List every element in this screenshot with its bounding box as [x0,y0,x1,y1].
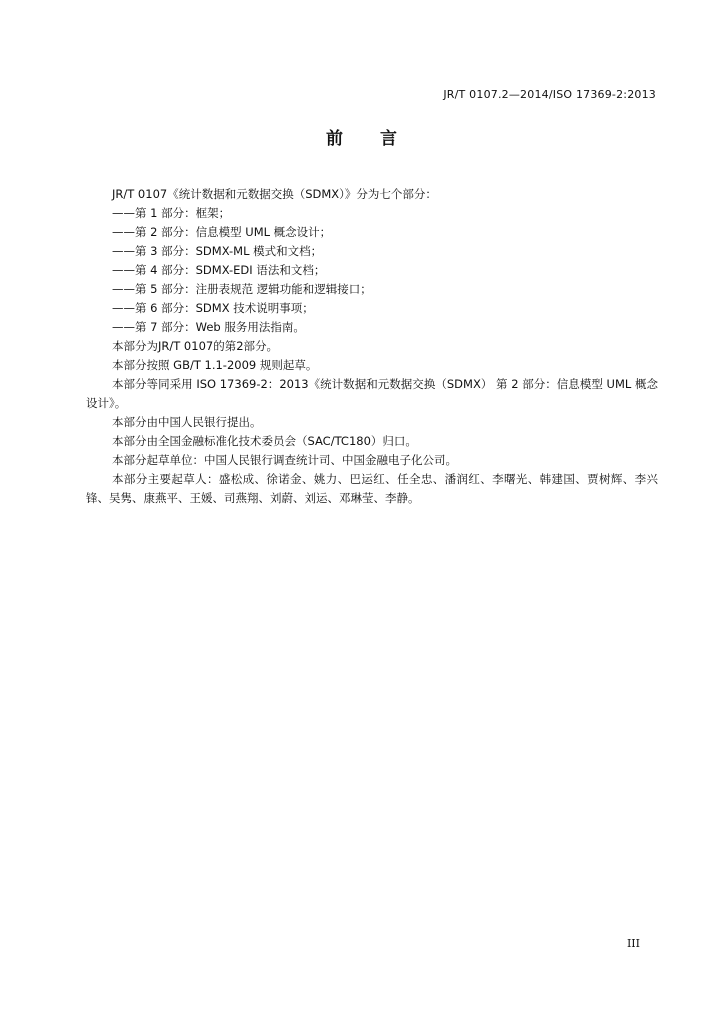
list-item-part-7: ——第 7 部分：Web 服务用法指南。 [112,320,305,334]
list-item-part-3: ——第 3 部分：SDMX-ML 模式和文档； [112,244,323,258]
paragraph-intro: JR/T 0107《统计数据和元数据交换（SDMX）》分为七个部分： [112,187,437,201]
list-item-part-4: ——第 4 部分：SDMX-EDI 语法和文档； [112,263,326,277]
paragraph-part-statement: 本部分为JR/T 0107的第2部分。 [112,339,279,353]
list-item-part-1: ——第 1 部分：框架； [112,206,231,220]
foreword-body [86,185,658,508]
paragraph-drafting-units: 本部分起草单位：中国人民银行调查统计司、中国金融电子化公司。 [112,453,457,467]
title-char-2: 言 [380,129,398,149]
list-item-part-2: ——第 2 部分：信息模型 UML 概念设计； [112,225,332,239]
paragraph-proposed-by: 本部分由中国人民银行提出。 [112,415,262,429]
list-item-part-5: ——第 5 部分：注册表规范 逻辑功能和逻辑接口； [112,282,372,296]
standard-header-code: JR/T 0107.2—2014/ISO 17369-2:2013 [443,88,656,101]
paragraph-under-jurisdiction: 本部分由全国金融标准化技术委员会（SAC/TC180）归口。 [112,434,417,448]
paragraph-iso-adoption: 本部分等同采用 ISO 17369-2：2013《统计数据和元数据交换（SDMX） 第 2 部分：信息模型 UML 概念设计》。 [86,377,658,410]
page-number: III [626,937,640,950]
paragraph-drafters: 本部分主要起草人：盛松成、徐诺金、姚力、巴运红、任全忠、潘润红、李曙光、韩建国、贾树辉、李兴锋、吴隽、康燕平、王媛、司燕翔、刘蔚、刘运、邓琳莹、李静。 [86,472,658,505]
list-item-part-6: ——第 6 部分：SDMX 技术说明事项； [112,301,314,315]
title-char-1: 前 [326,129,344,149]
page-title [0,124,724,149]
paragraph-drafting-rules: 本部分按照 GB/T 1.1-2009 规则起草。 [112,358,318,372]
